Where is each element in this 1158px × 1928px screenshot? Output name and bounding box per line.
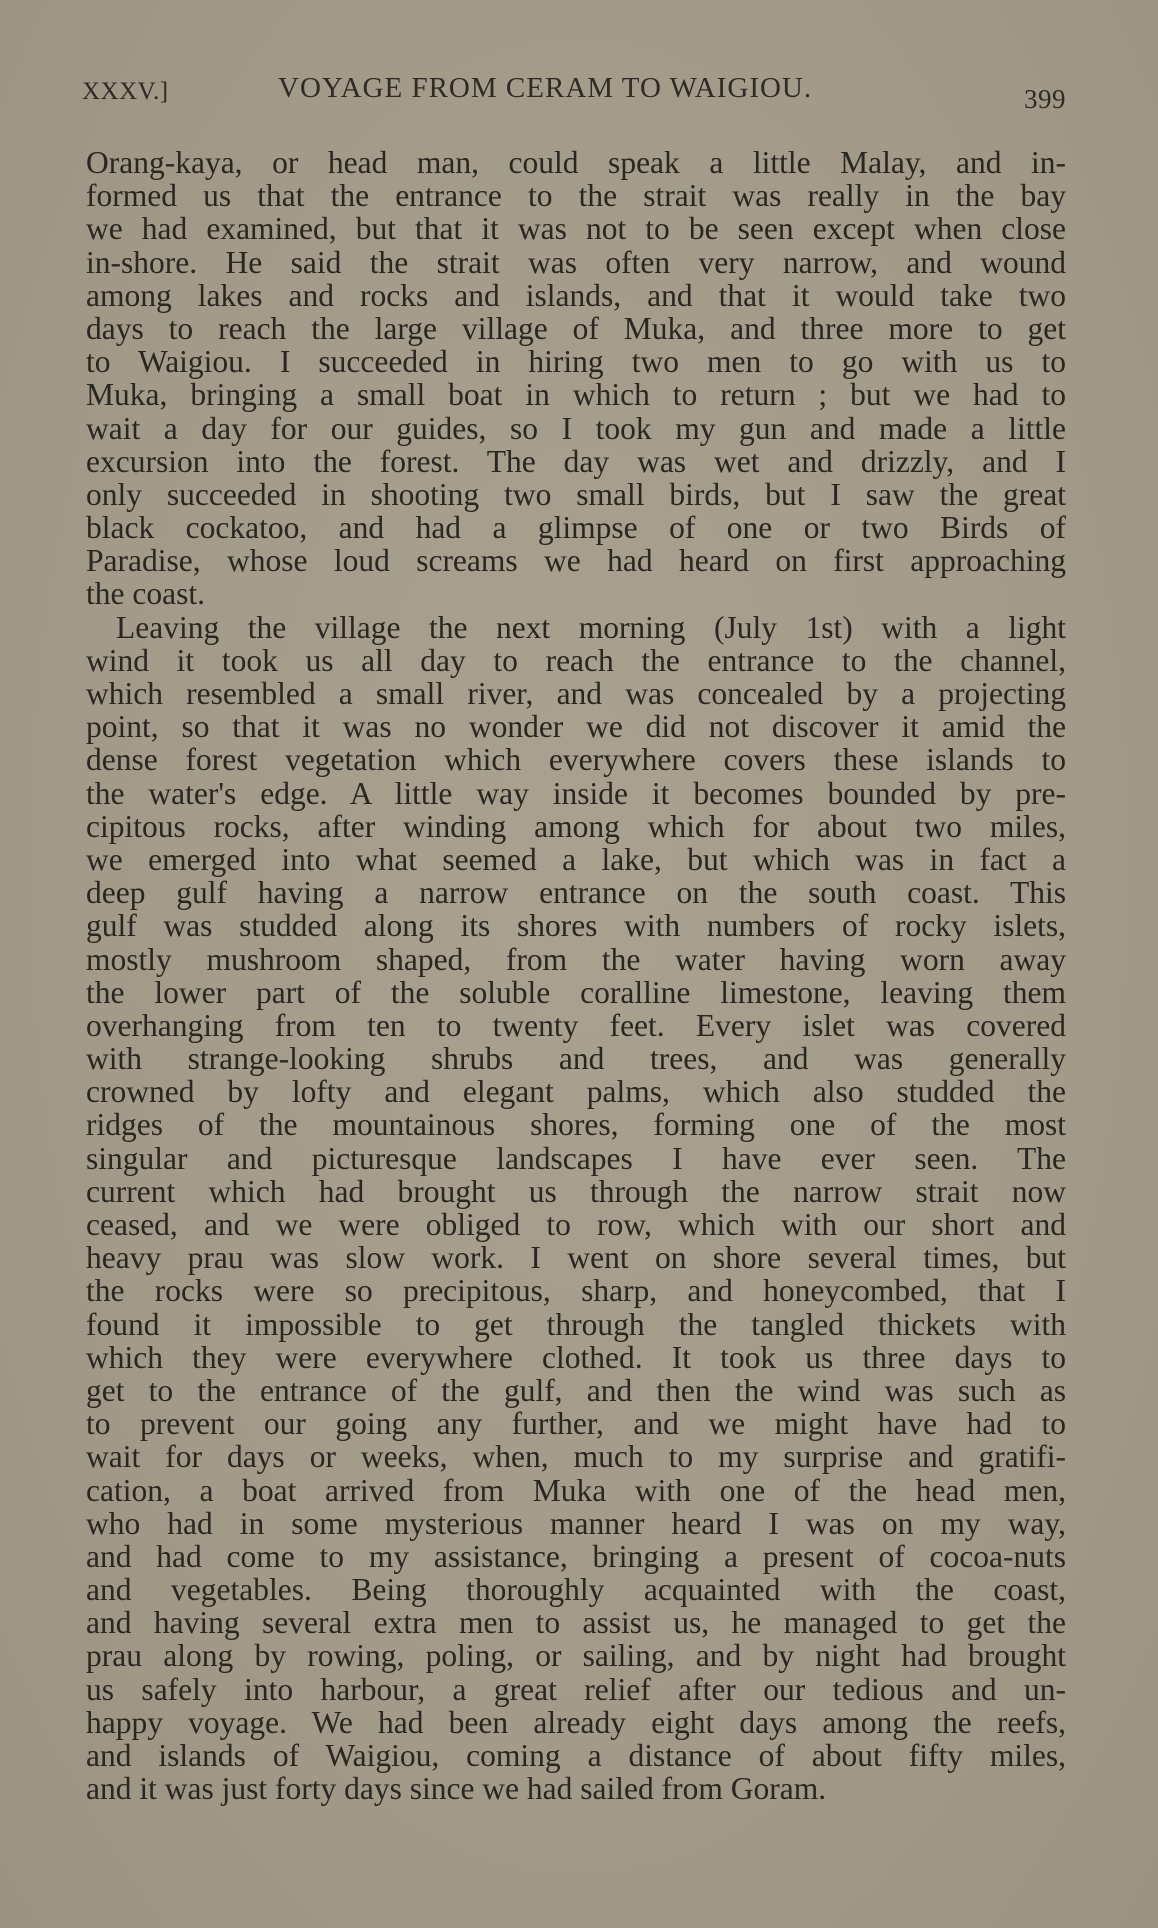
text-line: with strange-looking shrubs and trees, and was generally [86,1041,1066,1077]
text-line: the rocks were so precipitous, sharp, and honeycombed, that I [86,1273,1066,1309]
text-line: cipitous rocks, after winding among which for about two miles, [86,808,1066,844]
text-line: which resembled a small river, and was concealed by a projecting [86,676,1066,711]
text-line: and islands of Waigiou, coming a distance of about fifty miles, [86,1738,1066,1773]
text-line: crowned by lofty and elegant palms, which also studded the [86,1074,1066,1110]
text-line: point, so that it was no wonder we did not discover it amid the [86,709,1066,745]
text-line: black cockatoo, and had a glimpse of one or two Birds of [86,510,1066,546]
text-line: Leaving the village the next morning (July 1st) with a light [116,609,1066,645]
text-line: ceased, and we were obliged to row, which with our short and [86,1207,1066,1242]
text-line: the coast. [86,576,205,612]
text-line: the water's edge. A little way inside it becomes bounded by pre- [86,775,1066,811]
text-line: formed us that the entrance to the strait was really in the bay [86,178,1066,214]
text-line: to Waigiou. I succeeded in hiring two men to go with us to [86,344,1066,380]
text-line: who had in some mysterious manner heard I was on my way, [86,1505,1066,1541]
text-line: overhanging from ten to twenty feet. Every islet was covered [86,1007,1066,1043]
text-line: deep gulf having a narrow entrance on the south coast. This [86,875,1066,911]
text-line: found it impossible to get through the tangled thickets with [86,1306,1066,1342]
running-title: VOYAGE FROM CERAM TO WAIGIOU. [278,72,813,104]
text-line: and vegetables. Being thoroughly acquainted with the coast, [86,1572,1066,1608]
text-line: get to the entrance of the gulf, and then the wind was such as [86,1372,1066,1408]
text-line: and it was just forty days since we had sailed from Goram. [86,1771,827,1807]
text-line: and having several extra men to assist us, he managed to get the [86,1605,1066,1641]
paragraph [86,146,1066,611]
body-text [86,146,1066,1805]
text-line: heavy prau was slow work. I went on shore several times, but [86,1240,1066,1276]
text-line: Muka, bringing a small boat in which to return ; but we had to [86,377,1066,413]
running-header [82,72,1066,112]
paragraph [86,611,1066,1806]
text-line: current which had brought us through the narrow strait now [86,1173,1066,1209]
text-line: among lakes and rocks and islands, and that it would take two [86,277,1066,313]
text-line: and had come to my assistance, bringing a present of cocoa-nuts [86,1538,1066,1574]
text-line: ridges of the mountainous shores, forming one of the most [86,1107,1066,1143]
text-line: prau along by rowing, poling, or sailing, and by night had brought [86,1638,1066,1674]
text-line: mostly mushroom shaped, from the water having worn away [86,941,1066,977]
text-line: happy voyage. We had been already eight days among the reefs, [86,1704,1066,1740]
text-line: Paradise, whose loud screams we had heard on first approaching [86,543,1066,579]
text-line: wait a day for our guides, so I took my gun and made a little [86,410,1066,446]
text-line: dense forest vegetation which everywhere covers these islands to [86,742,1066,778]
text-line: the lower part of the soluble coralline limestone, leaving them [86,974,1066,1010]
text-line: cation, a boat arrived from Muka with one of the head men, [86,1472,1066,1508]
chapter-number: XXXV.] [82,78,169,105]
text-line: in-shore. He said the strait was often very narrow, and wound [86,244,1066,280]
text-line: which they were everywhere clothed. It took us three days to [86,1339,1066,1375]
page-number: 399 [1024,84,1066,114]
text-line: we had examined, but that it was not to be seen except when close [86,211,1066,247]
text-line: excursion into the forest. The day was wet and drizzly, and I [86,443,1066,479]
text-line: days to reach the large village of Muka, and three more to get [86,310,1066,346]
text-line: wait for days or weeks, when, much to my surprise and gratifi- [86,1439,1066,1475]
text-line: wind it took us all day to reach the entrance to the channel, [86,642,1066,678]
text-line: Orang-kaya, or head man, could speak a little Malay, and in- [86,145,1066,180]
text-line: to prevent our going any further, and we might have had to [86,1406,1066,1442]
text-line: singular and picturesque landscapes I have ever seen. The [86,1140,1066,1176]
text-line: only succeeded in shooting two small birds, but I saw the great [86,476,1066,512]
text-line: us safely into harbour, a great relief after our tedious and un- [86,1671,1066,1707]
text-line: gulf was studded along its shores with numbers of rocky islets, [86,908,1066,944]
text-line: we emerged into what seemed a lake, but which was in fact a [86,841,1066,877]
